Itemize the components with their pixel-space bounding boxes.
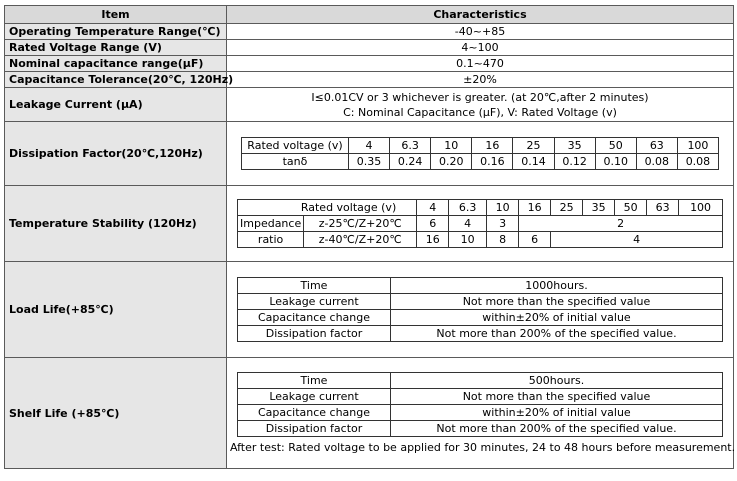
load-diss-row — [238, 326, 723, 342]
rated-voltage-label: Rated Voltage Range (V) — [5, 40, 227, 56]
row-stability — [5, 186, 734, 262]
rated-voltage-value: 4~100 — [227, 40, 734, 56]
load-leak-value: Not more than the specified value — [391, 294, 723, 310]
shelf-life-value — [227, 358, 734, 469]
capacitance-value: 0.1~470 — [227, 56, 734, 72]
load-life-table — [237, 277, 723, 342]
load-time-label: Time — [238, 278, 391, 294]
load-leak-label: Leakage current — [238, 294, 391, 310]
tan-cell: 0.14 — [513, 154, 554, 170]
shelf-diss-value: Not more than 200% of the specified value. — [391, 421, 723, 437]
z25-label: z-25℃/Z+20℃ — [304, 216, 417, 232]
z25-cell: 2 — [519, 216, 723, 232]
stability-value — [227, 186, 734, 262]
voltage-cell: 50 — [595, 138, 636, 154]
voltage-cell: 50 — [615, 200, 647, 216]
row-tolerance — [5, 72, 734, 88]
tolerance-value: ±20% — [227, 72, 734, 88]
tan-cell: 0.12 — [554, 154, 595, 170]
z40-cell: 8 — [487, 232, 519, 248]
z25-cell: 4 — [449, 216, 487, 232]
spec-table — [4, 5, 734, 469]
dissipation-label: Dissipation Factor(20℃,120Hz) — [5, 122, 227, 186]
z40-cell: 16 — [417, 232, 449, 248]
leakage-label: Leakage Current (μA) — [5, 88, 227, 122]
load-leak-row — [238, 294, 723, 310]
shelf-time-row — [238, 373, 723, 389]
impedance-label: Impedance — [238, 216, 304, 232]
voltage-cell: 16 — [472, 138, 513, 154]
header-characteristics: Characteristics — [227, 6, 734, 24]
tolerance-label: Capacitance Tolerance(20℃, 120Hz) — [5, 72, 227, 88]
load-diss-value: Not more than 200% of the specified value. — [391, 326, 723, 342]
voltage-cell: 100 — [679, 200, 723, 216]
voltage-cell: 6.3 — [449, 200, 487, 216]
tan-cell: 0.08 — [677, 154, 718, 170]
row-shelf-life — [5, 358, 734, 469]
ratio-label: ratio — [238, 232, 304, 248]
tan-cell: 0.20 — [431, 154, 472, 170]
voltage-cell: 4 — [349, 138, 390, 154]
tan-cell: 0.08 — [636, 154, 677, 170]
shelf-time-value: 500hours. — [391, 373, 723, 389]
operating-temp-value: -40~+85 — [227, 24, 734, 40]
leakage-formula: I≤0.01CV or 3 whichever is greater. (at 20℃,after 2 minutes) — [311, 90, 649, 104]
tan-cell: 0.16 — [472, 154, 513, 170]
shelf-life-label: Shelf Life (+85℃) — [5, 358, 227, 469]
load-time-value: 1000hours. — [391, 278, 723, 294]
shelf-diss-row — [238, 421, 723, 437]
stability-row-40 — [238, 232, 723, 248]
voltage-cell: 25 — [551, 200, 583, 216]
tan-cell: 0.10 — [595, 154, 636, 170]
voltage-cell: 35 — [554, 138, 595, 154]
dissipation-tan-row — [242, 154, 719, 170]
tan-cell: 0.35 — [349, 154, 390, 170]
shelf-cap-label: Capacitance change — [238, 405, 391, 421]
after-test-note: After test: Rated voltage to be applied for 30 minutes, 24 to 48 hours before measurement. — [230, 441, 736, 454]
header-item: Item — [5, 6, 227, 24]
row-dissipation — [5, 122, 734, 186]
z40-cell: 6 — [519, 232, 551, 248]
voltage-cell: 16 — [519, 200, 551, 216]
voltage-cell: 6.3 — [390, 138, 431, 154]
voltage-cell: 10 — [487, 200, 519, 216]
row-operating-temp — [5, 24, 734, 40]
z40-cell: 10 — [449, 232, 487, 248]
voltage-cell: 100 — [677, 138, 718, 154]
capacitance-label: Nominal capacitance range(μF) — [5, 56, 227, 72]
dissipation-rv-label: Rated voltage (v) — [242, 138, 349, 154]
shelf-cap-row — [238, 405, 723, 421]
row-rated-voltage — [5, 40, 734, 56]
row-load-life — [5, 262, 734, 358]
voltage-cell: 10 — [431, 138, 472, 154]
row-leakage — [5, 88, 734, 122]
leakage-legend: C: Nominal Capacitance (μF), V: Rated Voltage (v) — [343, 105, 617, 119]
voltage-cell: 63 — [636, 138, 677, 154]
dissipation-voltage-row — [242, 138, 719, 154]
tan-label: tanδ — [242, 154, 349, 170]
z40-label: z-40℃/Z+20℃ — [304, 232, 417, 248]
z25-cell: 6 — [417, 216, 449, 232]
shelf-diss-label: Dissipation factor — [238, 421, 391, 437]
stability-row-25 — [238, 216, 723, 232]
stability-label: Temperature Stability (120Hz) — [5, 186, 227, 262]
load-life-label: Load Life(+85℃) — [5, 262, 227, 358]
load-cap-row — [238, 310, 723, 326]
header-row — [5, 6, 734, 24]
dissipation-table — [241, 137, 719, 170]
shelf-cap-value: within±20% of initial value — [391, 405, 723, 421]
stability-table — [237, 199, 723, 248]
shelf-life-table — [237, 372, 723, 437]
z25-cell: 3 — [487, 216, 519, 232]
stability-rv-label: Rated voltage (v) — [238, 200, 417, 216]
load-time-row — [238, 278, 723, 294]
load-cap-value: within±20% of initial value — [391, 310, 723, 326]
shelf-leak-row — [238, 389, 723, 405]
load-life-value — [227, 262, 734, 358]
shelf-leak-label: Leakage current — [238, 389, 391, 405]
row-capacitance — [5, 56, 734, 72]
load-cap-label: Capacitance change — [238, 310, 391, 326]
shelf-leak-value: Not more than the specified value — [391, 389, 723, 405]
voltage-cell: 4 — [417, 200, 449, 216]
voltage-cell: 63 — [647, 200, 679, 216]
voltage-cell: 35 — [583, 200, 615, 216]
shelf-time-label: Time — [238, 373, 391, 389]
stability-voltage-row — [238, 200, 723, 216]
tan-cell: 0.24 — [390, 154, 431, 170]
leakage-value — [227, 88, 734, 122]
z40-cell: 4 — [551, 232, 723, 248]
voltage-cell: 25 — [513, 138, 554, 154]
operating-temp-label: Operating Temperature Range(℃) — [5, 24, 227, 40]
load-diss-label: Dissipation factor — [238, 326, 391, 342]
dissipation-value — [227, 122, 734, 186]
